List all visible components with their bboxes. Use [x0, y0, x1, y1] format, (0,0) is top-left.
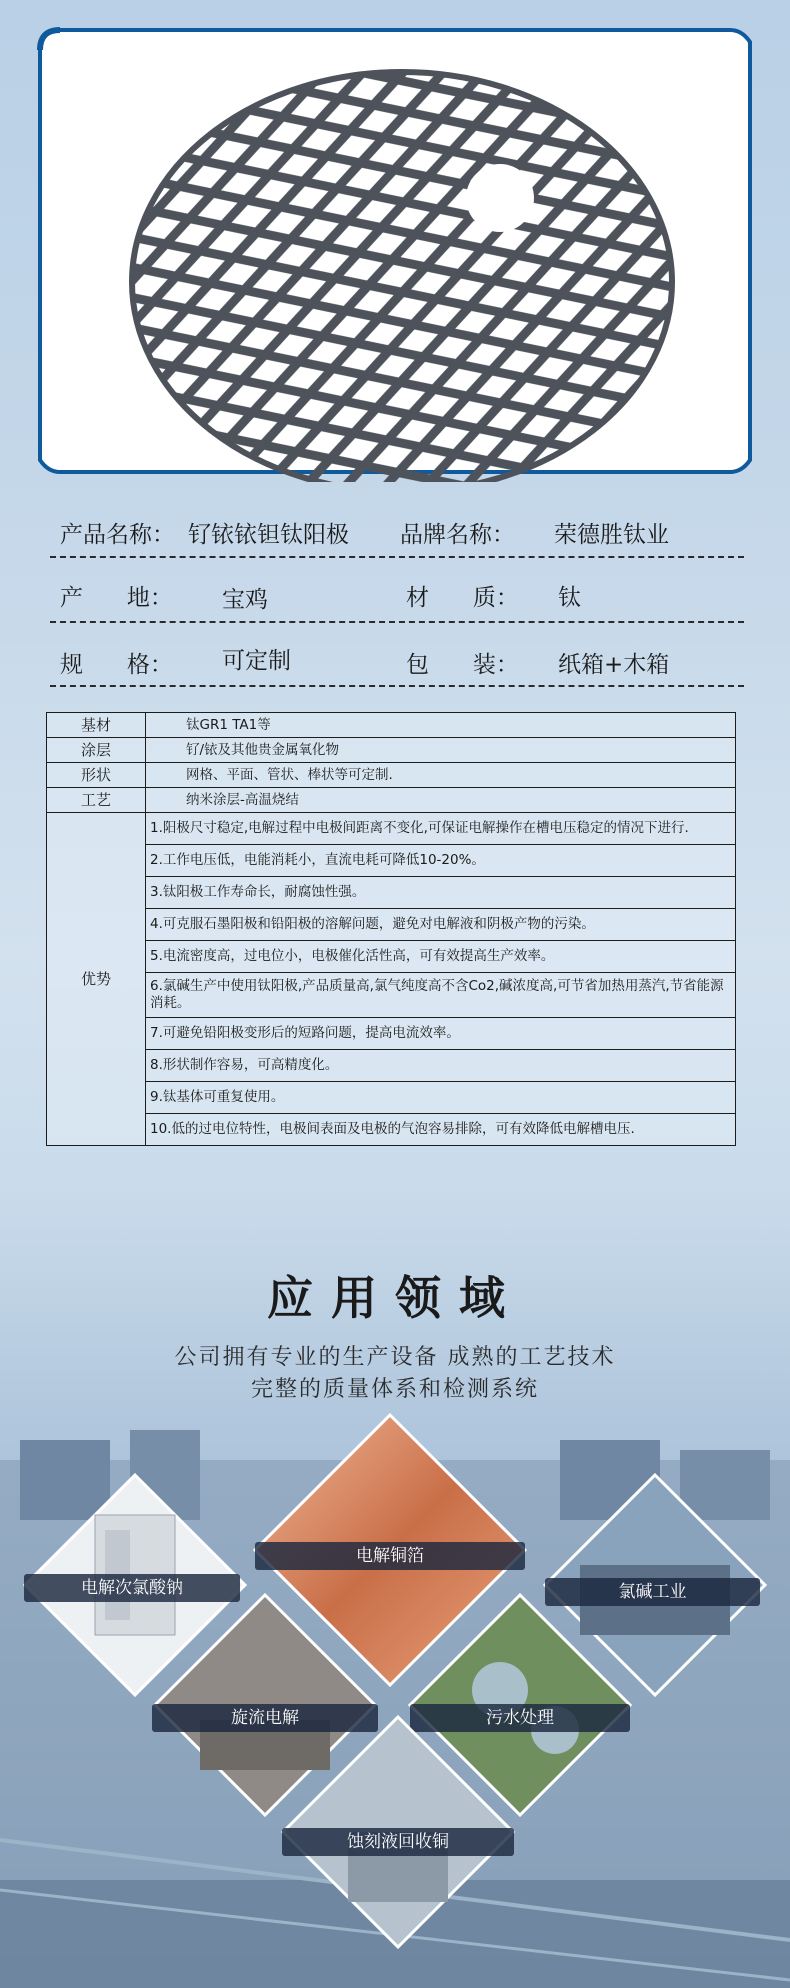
spec-label: 品牌名称：	[400, 522, 515, 548]
table-row: 9.钛基体可重复使用。	[47, 1082, 736, 1114]
spec-table	[46, 712, 736, 1146]
divider	[50, 621, 744, 623]
divider	[50, 685, 744, 687]
table-row: 3.钛阳极工作寿命长，耐腐蚀性强。	[47, 877, 736, 909]
app-label: 污水处理	[410, 1704, 630, 1732]
app-label: 电解铜箔	[255, 1542, 525, 1570]
spec-value: 钌铱铱钽钛阳极	[188, 522, 349, 548]
spec-label: 产品名称：	[60, 522, 175, 548]
table-row: 工艺 纳米涂层-高温烧结	[47, 788, 736, 813]
table-row: 8.形状制作容易，可高精度化。	[47, 1050, 736, 1082]
section-subtitle: 完整的质量体系和检测系统	[250, 1377, 539, 1402]
section-subtitle: 公司拥有专业的生产设备 成熟的工艺技术	[174, 1345, 616, 1370]
app-label: 蚀刻液回收铜	[282, 1828, 514, 1856]
app-label: 电解次氯酸钠	[24, 1574, 240, 1602]
table-row: 形状 网格、平面、管状、棒状等可定制.	[47, 763, 736, 788]
spec-label: 材 质：	[406, 585, 519, 611]
spec-label: 产 地：	[60, 585, 173, 611]
table-row: 5.电流密度高，过电位小，电极催化活性高，可有效提高生产效率。	[47, 941, 736, 973]
spec-label: 规 格：	[60, 652, 173, 678]
app-label: 氯碱工业	[545, 1578, 760, 1606]
table-row: 2.工作电压低，电能消耗小，直流电耗可降低10-20%。	[47, 845, 736, 877]
table-row: 优势 1.阳极尺寸稳定,电解过程中电极间距离不变化,可保证电解操作在槽电压稳定的情况下进行.	[47, 813, 736, 845]
spec-value: 钛	[558, 585, 581, 611]
advantage-key: 优势	[47, 813, 146, 1146]
spec-value: 纸箱+木箱	[558, 652, 670, 678]
table-row: 涂层 钌/铱及其他贵金属氧化物	[47, 738, 736, 763]
titanium-mesh-anode-image	[30, 20, 760, 482]
product-image-frame	[30, 20, 760, 482]
table-row: 基材 钛GR1 TA1等	[47, 713, 736, 738]
app-label: 旋流电解	[152, 1704, 378, 1732]
spec-value: 宝鸡	[222, 587, 268, 613]
table-row: 10.低的过电位特性，电极间表面及电极的气泡容易排除，可有效降低电解槽电压.	[47, 1114, 736, 1146]
section-title: 应用领域	[267, 1271, 523, 1325]
spec-label: 包 装：	[406, 652, 519, 678]
table-row: 7.可避免铅阳极变形后的短路问题，提高电流效率。	[47, 1018, 736, 1050]
divider	[50, 556, 744, 558]
table-row: 4.可克服石墨阳极和铅阳极的溶解问题，避免对电解液和阴极产物的污染。	[47, 909, 736, 941]
table-row: 6.氯碱生产中使用钛阳极,产品质量高,氯气纯度高不含Co2,碱浓度高,可节省加热用蒸汽,节省能源消耗。	[47, 973, 736, 1018]
spec-value: 荣德胜钛业	[554, 522, 669, 548]
spec-value: 可定制	[222, 648, 291, 674]
